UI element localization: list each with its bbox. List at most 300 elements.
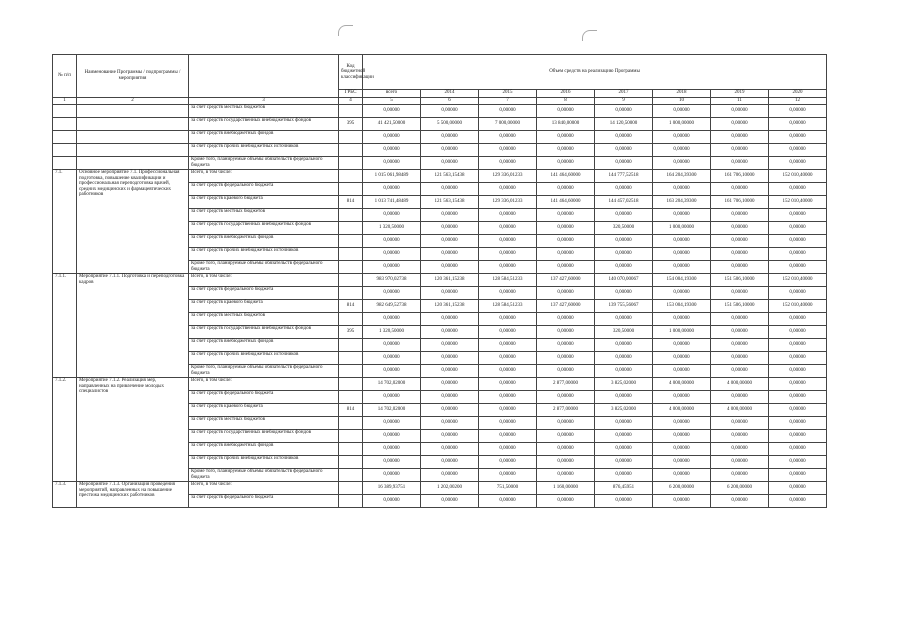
amount-cell: 0,00000: [653, 443, 711, 456]
amount-cell: 0,00000: [479, 144, 537, 157]
amount-cell: 0,00000: [769, 157, 827, 170]
amount-cell: 0,00000: [421, 261, 479, 274]
column-number: 8: [537, 98, 595, 105]
amount-cell: 0,00000: [711, 495, 769, 508]
amount-cell: 139 755,56067: [595, 300, 653, 313]
measure-name: [77, 118, 189, 131]
amount-cell: 320,50000: [595, 326, 653, 339]
amount-cell: 0,00000: [711, 118, 769, 131]
amount-cell: 0,00000: [711, 352, 769, 365]
grbs-code: [339, 430, 363, 443]
amount-cell: 0,00000: [711, 430, 769, 443]
funding-source: за счет средств прочих внебюджетных источников: [189, 352, 339, 365]
column-number: 4: [339, 98, 363, 105]
header-source: [189, 55, 339, 98]
measure-name: Мероприятие 7.1.2. Реализация мер, направленных на привлечение молодых специалистов: [77, 378, 189, 482]
header-year: 2020: [769, 90, 827, 98]
amount-cell: 0,00000: [595, 183, 653, 196]
amount-cell: 0,00000: [537, 144, 595, 157]
column-number: 10: [653, 98, 711, 105]
amount-cell: 0,00000: [653, 183, 711, 196]
amount-cell: 0,00000: [653, 391, 711, 404]
amount-cell: 0,00000: [421, 417, 479, 430]
amount-cell: 0,00000: [711, 157, 769, 170]
funding-source: за счет средств внебюджетных фондов: [189, 339, 339, 352]
amount-cell: 0,00000: [769, 469, 827, 482]
funding-source: за счет средств прочих внебюджетных источников: [189, 144, 339, 157]
amount-cell: 0,00000: [421, 287, 479, 300]
amount-cell: 0,00000: [421, 235, 479, 248]
amount-cell: 0,00000: [363, 287, 421, 300]
amount-cell: 0,00000: [421, 222, 479, 235]
grbs-code: [339, 274, 363, 287]
amount-cell: 0,00000: [711, 144, 769, 157]
amount-cell: 144 457,02518: [595, 196, 653, 209]
amount-cell: 0,00000: [653, 235, 711, 248]
header-name: Наименование Программы / подпрограммы / мероприятия: [77, 55, 189, 98]
amount-cell: 164 204,39300: [653, 170, 711, 183]
grbs-code: [339, 144, 363, 157]
amount-cell: 0,00000: [711, 456, 769, 469]
table-row: [53, 274, 827, 287]
amount-cell: 152 010,40000: [769, 300, 827, 313]
amount-cell: 1 320,50000: [363, 326, 421, 339]
amount-cell: 0,00000: [363, 248, 421, 261]
column-number: 11: [711, 98, 769, 105]
header-year: 2017: [595, 90, 653, 98]
table-row: [53, 105, 827, 118]
amount-cell: 152 010,40000: [769, 274, 827, 287]
funding-source: за счет средств краевого бюджета: [189, 300, 339, 313]
table-row: [53, 157, 827, 170]
amount-cell: 0,00000: [479, 443, 537, 456]
amount-cell: 0,00000: [653, 430, 711, 443]
amount-cell: 0,00000: [479, 430, 537, 443]
grbs-code: [339, 365, 363, 378]
amount-cell: 0,00000: [769, 378, 827, 391]
funding-source: за счет средств внебюджетных фондов: [189, 235, 339, 248]
column-number: 6: [421, 98, 479, 105]
amount-cell: 0,00000: [537, 105, 595, 118]
row-index: 7.1.3.: [53, 482, 77, 508]
amount-cell: 0,00000: [479, 378, 537, 391]
amount-cell: 0,00000: [479, 131, 537, 144]
row-index: [53, 118, 77, 131]
amount-cell: 0,00000: [363, 131, 421, 144]
grbs-code: [339, 313, 363, 326]
amount-cell: 0,00000: [537, 313, 595, 326]
amount-cell: 0,00000: [537, 469, 595, 482]
amount-cell: 0,00000: [711, 469, 769, 482]
grbs-code: [339, 131, 363, 144]
amount-cell: 6 200,00000: [711, 482, 769, 495]
amount-cell: 0,00000: [711, 391, 769, 404]
funding-source: Всего, в том числе:: [189, 170, 339, 183]
amount-cell: 0,00000: [421, 183, 479, 196]
amount-cell: 0,00000: [363, 469, 421, 482]
amount-cell: 0,00000: [769, 131, 827, 144]
funding-source: за счет средств местных бюджетов: [189, 417, 339, 430]
grbs-code: [339, 248, 363, 261]
amount-cell: 0,00000: [769, 287, 827, 300]
measure-name: [77, 131, 189, 144]
amount-cell: 2 877,00000: [537, 404, 595, 417]
column-number: 5: [363, 98, 421, 105]
grbs-code: [339, 482, 363, 495]
grbs-code: [339, 469, 363, 482]
row-index: [53, 144, 77, 157]
amount-cell: 0,00000: [537, 456, 595, 469]
amount-cell: 0,00000: [595, 261, 653, 274]
amount-cell: 0,00000: [421, 365, 479, 378]
amount-cell: 2 877,00000: [537, 378, 595, 391]
amount-cell: 0,00000: [537, 209, 595, 222]
funding-source: Всего, в том числе:: [189, 378, 339, 391]
amount-cell: 4 000,00000: [653, 378, 711, 391]
table-row: [53, 170, 827, 183]
scan-artifact: [582, 30, 597, 41]
amount-cell: 0,00000: [537, 222, 595, 235]
amount-cell: 0,00000: [537, 287, 595, 300]
amount-cell: 41 421,50000: [363, 118, 421, 131]
amount-cell: 0,00000: [769, 443, 827, 456]
column-number: 9: [595, 98, 653, 105]
table-row: [53, 144, 827, 157]
row-index: [53, 157, 77, 170]
amount-cell: 0,00000: [769, 222, 827, 235]
amount-cell: 0,00000: [653, 456, 711, 469]
funding-source: за счет средств местных бюджетов: [189, 313, 339, 326]
row-index: [53, 131, 77, 144]
amount-cell: 0,00000: [653, 157, 711, 170]
amount-cell: 0,00000: [363, 352, 421, 365]
amount-cell: 0,00000: [653, 339, 711, 352]
amount-cell: 0,00000: [421, 105, 479, 118]
amount-cell: 0,00000: [595, 469, 653, 482]
amount-cell: 0,00000: [595, 144, 653, 157]
amount-cell: 140 070,00067: [595, 274, 653, 287]
header-year: 2019: [711, 90, 769, 98]
amount-cell: 0,00000: [537, 157, 595, 170]
amount-cell: 0,00000: [653, 261, 711, 274]
table-body: [53, 105, 827, 508]
grbs-code: 395: [339, 326, 363, 339]
row-index: 7.1.2.: [53, 378, 77, 482]
amount-cell: 14 702,02000: [363, 378, 421, 391]
amount-cell: 751,50000: [479, 482, 537, 495]
funding-source: за счет средств внебюджетных фондов: [189, 443, 339, 456]
amount-cell: 0,00000: [479, 365, 537, 378]
amount-cell: 163 204,39300: [653, 196, 711, 209]
grbs-code: [339, 378, 363, 391]
amount-cell: 0,00000: [479, 391, 537, 404]
amount-cell: 0,00000: [421, 131, 479, 144]
amount-cell: 1 000,00000: [653, 222, 711, 235]
column-number: 1: [53, 98, 77, 105]
amount-cell: 5 500,00000: [421, 118, 479, 131]
funding-source: Всего, в том числе:: [189, 482, 339, 495]
funding-source: Кроме того, планируемые объемы обязательств федерального бюджета: [189, 365, 339, 378]
amount-cell: 0,00000: [479, 222, 537, 235]
amount-cell: 0,00000: [421, 456, 479, 469]
amount-cell: 0,00000: [537, 326, 595, 339]
grbs-code: [339, 417, 363, 430]
amount-cell: 982 649,52738: [363, 300, 421, 313]
amount-cell: 151 506,10000: [711, 274, 769, 287]
amount-cell: 4 000,00000: [711, 404, 769, 417]
amount-cell: 0,00000: [363, 495, 421, 508]
amount-cell: 0,00000: [595, 391, 653, 404]
amount-cell: 129 336,01233: [479, 196, 537, 209]
amount-cell: 0,00000: [595, 456, 653, 469]
amount-cell: 3 825,02000: [595, 378, 653, 391]
amount-cell: 0,00000: [595, 443, 653, 456]
amount-cell: 0,00000: [421, 430, 479, 443]
funding-source: за счет средств краевого бюджета: [189, 404, 339, 417]
amount-cell: 876,45951: [595, 482, 653, 495]
amount-cell: 13 840,00000: [537, 118, 595, 131]
measure-name: [77, 157, 189, 170]
amount-cell: 0,00000: [363, 157, 421, 170]
amount-cell: 0,00000: [363, 430, 421, 443]
amount-cell: 0,00000: [595, 495, 653, 508]
amount-cell: 0,00000: [363, 365, 421, 378]
amount-cell: 0,00000: [421, 209, 479, 222]
amount-cell: 153 004,19300: [653, 300, 711, 313]
grbs-code: 814: [339, 196, 363, 209]
amount-cell: 0,00000: [653, 144, 711, 157]
grbs-code: 814: [339, 300, 363, 313]
amount-cell: 0,00000: [421, 495, 479, 508]
amount-cell: 0,00000: [479, 404, 537, 417]
header-year: 2016: [537, 90, 595, 98]
amount-cell: 0,00000: [479, 469, 537, 482]
amount-cell: 0,00000: [595, 313, 653, 326]
amount-cell: 0,00000: [769, 482, 827, 495]
grbs-code: [339, 209, 363, 222]
grbs-code: [339, 495, 363, 508]
amount-cell: 0,00000: [479, 248, 537, 261]
amount-cell: 0,00000: [479, 235, 537, 248]
amount-cell: 0,00000: [363, 144, 421, 157]
amount-cell: 4 000,00000: [653, 404, 711, 417]
amount-cell: 141 464,60000: [537, 196, 595, 209]
funding-source: за счет средств государственных внебюджетных фондов: [189, 326, 339, 339]
amount-cell: 14 702,02000: [363, 404, 421, 417]
amount-cell: 320,50000: [595, 222, 653, 235]
amount-cell: 0,00000: [653, 287, 711, 300]
amount-cell: 0,00000: [711, 287, 769, 300]
funding-source: за счет средств федерального бюджета: [189, 391, 339, 404]
measure-name: Мероприятие 7.1.1. Подготовка и переподготовка кадров: [77, 274, 189, 378]
funding-source: за счет средств федерального бюджета: [189, 495, 339, 508]
header-code: Код бюджетной классификации: [339, 55, 363, 90]
header-volume: Объем средств на реализацию Программы: [363, 55, 827, 90]
amount-cell: 0,00000: [711, 235, 769, 248]
funding-source: за счет средств федерального бюджета: [189, 287, 339, 300]
amount-cell: 0,00000: [537, 443, 595, 456]
amount-cell: 0,00000: [769, 391, 827, 404]
amount-cell: 14 120,50000: [595, 118, 653, 131]
amount-cell: 154 004,19300: [653, 274, 711, 287]
amount-cell: 0,00000: [421, 339, 479, 352]
amount-cell: 120 361,15238: [421, 300, 479, 313]
amount-cell: 0,00000: [711, 365, 769, 378]
amount-cell: 0,00000: [711, 417, 769, 430]
amount-cell: 0,00000: [595, 157, 653, 170]
funding-source: Кроме того, планируемые объемы обязательств федерального бюджета: [189, 261, 339, 274]
amount-cell: 0,00000: [595, 131, 653, 144]
amount-cell: 0,00000: [769, 430, 827, 443]
amount-cell: 0,00000: [711, 248, 769, 261]
amount-cell: 0,00000: [537, 352, 595, 365]
amount-cell: 0,00000: [537, 495, 595, 508]
amount-cell: 0,00000: [421, 443, 479, 456]
funding-source: Кроме того, планируемые объемы обязательств федерального бюджета: [189, 157, 339, 170]
amount-cell: 0,00000: [769, 144, 827, 157]
amount-cell: 128 584,51233: [479, 300, 537, 313]
amount-cell: 0,00000: [363, 417, 421, 430]
amount-cell: 0,00000: [769, 404, 827, 417]
amount-cell: 983 970,02738: [363, 274, 421, 287]
amount-cell: 0,00000: [421, 248, 479, 261]
amount-cell: 0,00000: [711, 222, 769, 235]
amount-cell: 0,00000: [421, 404, 479, 417]
grbs-code: [339, 287, 363, 300]
amount-cell: 0,00000: [769, 313, 827, 326]
amount-cell: 0,00000: [711, 443, 769, 456]
funding-source: за счет средств прочих внебюджетных источников: [189, 248, 339, 261]
amount-cell: 0,00000: [363, 313, 421, 326]
amount-cell: 0,00000: [537, 131, 595, 144]
amount-cell: 0,00000: [711, 326, 769, 339]
grbs-code: [339, 352, 363, 365]
scan-artifact: [338, 25, 353, 36]
header-number: № п/п: [53, 55, 77, 98]
amount-cell: 0,00000: [711, 183, 769, 196]
amount-cell: 0,00000: [769, 105, 827, 118]
amount-cell: 0,00000: [595, 209, 653, 222]
grbs-code: [339, 391, 363, 404]
row-index: 7.1.: [53, 170, 77, 274]
amount-cell: 0,00000: [537, 183, 595, 196]
amount-cell: 0,00000: [421, 326, 479, 339]
amount-cell: 0,00000: [769, 261, 827, 274]
header-year: всего: [363, 90, 421, 98]
amount-cell: 0,00000: [363, 209, 421, 222]
amount-cell: 0,00000: [363, 339, 421, 352]
amount-cell: 0,00000: [479, 417, 537, 430]
amount-cell: 0,00000: [479, 157, 537, 170]
amount-cell: 3 825,02000: [595, 404, 653, 417]
amount-cell: 0,00000: [363, 183, 421, 196]
grbs-code: [339, 456, 363, 469]
table-row: [53, 378, 827, 391]
table-row: [53, 482, 827, 495]
amount-cell: 1 015 061,98489: [363, 170, 421, 183]
table-row: [53, 131, 827, 144]
amount-cell: 0,00000: [769, 352, 827, 365]
amount-cell: 0,00000: [537, 417, 595, 430]
amount-cell: 0,00000: [537, 261, 595, 274]
amount-cell: 0,00000: [653, 131, 711, 144]
grbs-code: [339, 222, 363, 235]
amount-cell: 0,00000: [653, 352, 711, 365]
amount-cell: 0,00000: [653, 469, 711, 482]
column-number: 3: [189, 98, 339, 105]
amount-cell: 0,00000: [595, 339, 653, 352]
amount-cell: 0,00000: [537, 235, 595, 248]
amount-cell: 0,00000: [769, 183, 827, 196]
amount-cell: 0,00000: [595, 352, 653, 365]
amount-cell: 7 000,00000: [479, 118, 537, 131]
amount-cell: 0,00000: [653, 417, 711, 430]
amount-cell: 0,00000: [769, 456, 827, 469]
funding-source: за счет средств местных бюджетов: [189, 105, 339, 118]
column-number: 7: [479, 98, 537, 105]
amount-cell: 0,00000: [363, 443, 421, 456]
amount-cell: 0,00000: [537, 365, 595, 378]
amount-cell: 0,00000: [479, 326, 537, 339]
amount-cell: 0,00000: [421, 378, 479, 391]
amount-cell: 0,00000: [421, 469, 479, 482]
amount-cell: 137 427,60000: [537, 300, 595, 313]
grbs-code: 814: [339, 404, 363, 417]
budget-table: [52, 54, 827, 508]
amount-cell: 0,00000: [363, 105, 421, 118]
amount-cell: 0,00000: [711, 261, 769, 274]
grbs-code: [339, 235, 363, 248]
amount-cell: 0,00000: [653, 495, 711, 508]
amount-cell: 0,00000: [711, 313, 769, 326]
header-year: 2015: [479, 90, 537, 98]
header-year: 2018: [653, 90, 711, 98]
amount-cell: 129 336,01233: [479, 170, 537, 183]
amount-cell: 144 777,52518: [595, 170, 653, 183]
amount-cell: 1 160,00000: [537, 482, 595, 495]
header-year: 2014: [421, 90, 479, 98]
row-index: [53, 105, 77, 118]
amount-cell: 0,00000: [769, 417, 827, 430]
amount-cell: 151 506,10000: [711, 300, 769, 313]
amount-cell: 0,00000: [479, 261, 537, 274]
amount-cell: 161 706,10000: [711, 170, 769, 183]
column-number: 12: [769, 98, 827, 105]
amount-cell: 0,00000: [711, 105, 769, 118]
funding-source: за счет средств государственных внебюджетных фондов: [189, 430, 339, 443]
amount-cell: 0,00000: [653, 209, 711, 222]
amount-cell: 6 200,00000: [653, 482, 711, 495]
amount-cell: 0,00000: [479, 495, 537, 508]
amount-cell: 0,00000: [711, 131, 769, 144]
amount-cell: 0,00000: [421, 144, 479, 157]
amount-cell: 0,00000: [479, 287, 537, 300]
amount-cell: 0,00000: [769, 235, 827, 248]
amount-cell: 0,00000: [479, 339, 537, 352]
amount-cell: 0,00000: [711, 209, 769, 222]
row-index: 7.1.1.: [53, 274, 77, 378]
amount-cell: 0,00000: [653, 313, 711, 326]
amount-cell: 0,00000: [479, 183, 537, 196]
funding-source: за счет средств государственных внебюджетных фондов: [189, 222, 339, 235]
amount-cell: 4 000,00000: [711, 378, 769, 391]
grbs-code: [339, 170, 363, 183]
amount-cell: 1 013 741,48489: [363, 196, 421, 209]
amount-cell: 0,00000: [363, 235, 421, 248]
header-grbs: ГРБС: [339, 90, 363, 98]
amount-cell: 0,00000: [769, 339, 827, 352]
table-row: [53, 118, 827, 131]
